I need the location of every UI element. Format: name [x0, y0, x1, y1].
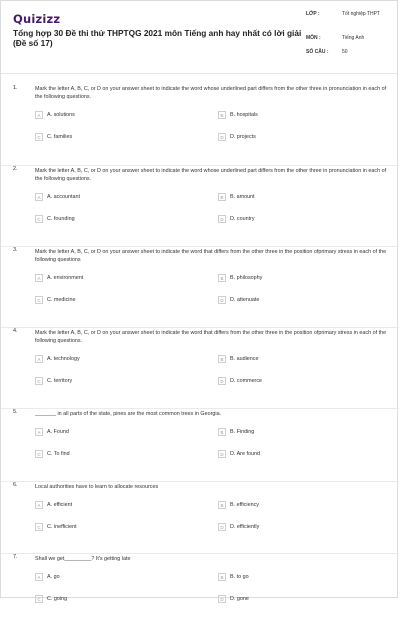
answer-options — [35, 354, 387, 398]
option-text: D. efficiently — [230, 524, 260, 530]
option-text: C. founding — [47, 216, 75, 222]
option-b[interactable] — [218, 500, 259, 510]
question-text: Mark the letter A, B, C, or D on your answer sheet to indicate the word that differs from the other three in the position ofprimary stress in each of the following questions. — [35, 330, 387, 344]
worksheet-title: Tổng hợp 30 Đề thi thử THPTQG 2021 môn Tiếng anh hay nhất có lời giải (Đề số 17) — [13, 28, 302, 48]
option-text: C. going — [47, 596, 68, 602]
option-letter-box: B — [218, 355, 226, 363]
option-b[interactable] — [218, 572, 249, 582]
option-a[interactable] — [35, 110, 75, 120]
question-text: Mark the letter A, B, C, or D on your answer sheet to indicate the word that differs from the other three in the position ofprimary stress in each of the following questions — [35, 249, 387, 263]
option-a[interactable] — [35, 354, 80, 364]
option-letter-box: C — [35, 523, 43, 531]
option-b[interactable] — [218, 273, 262, 283]
option-letter-box: B — [218, 274, 226, 282]
question-number: 3. — [13, 247, 18, 253]
option-b[interactable] — [218, 427, 254, 437]
option-c[interactable] — [35, 376, 72, 386]
question-text: _______ in all parts of the state, pines are the most common trees in Georgia. — [35, 411, 222, 417]
option-a[interactable] — [35, 572, 60, 582]
option-text: C. inefficient — [47, 524, 77, 530]
question-list — [1, 85, 399, 617]
question-7 — [1, 554, 399, 617]
question-4 — [1, 328, 399, 408]
option-text: A. accountant — [47, 194, 80, 200]
option-letter-box: A — [35, 501, 43, 509]
option-letter-box: A — [35, 428, 43, 436]
option-text: D. projects — [230, 134, 256, 140]
question-2 — [1, 166, 399, 246]
meta-label: MÔN : — [306, 35, 321, 41]
question-text: Mark the letter A, B, C, or D on your answer sheet to indicate the word whose underlined part differs from the other three in pronunciation in each of the following questions. — [35, 168, 387, 182]
option-c[interactable] — [35, 295, 75, 305]
option-text: B. amount — [230, 194, 255, 200]
question-3 — [1, 247, 399, 327]
option-text: D. attenuate — [230, 297, 260, 303]
question-text: Local authorities have to learn to allocate resources — [35, 484, 159, 490]
option-letter-box: B — [218, 501, 226, 509]
option-text: B. to go — [230, 574, 249, 580]
option-text: B. hospitals — [230, 112, 258, 118]
question-number: 6. — [13, 482, 18, 488]
option-b[interactable] — [218, 110, 258, 120]
option-text: B. efficiency — [230, 502, 259, 508]
option-letter-box: A — [35, 274, 43, 282]
option-text: A. solutions — [47, 112, 75, 118]
option-d[interactable] — [218, 376, 262, 386]
question-text: Shall we get_________? It's getting late — [35, 556, 131, 562]
quizizz-logo: Quizizz — [13, 12, 61, 26]
option-text: C. To find — [47, 451, 70, 457]
answer-options — [35, 273, 387, 317]
option-letter-box: B — [218, 111, 226, 119]
option-a[interactable] — [35, 427, 69, 437]
option-c[interactable] — [35, 594, 67, 604]
option-a[interactable] — [35, 500, 72, 510]
question-number: 4. — [13, 328, 18, 334]
option-text: D. gone — [230, 596, 249, 602]
option-letter-box: A — [35, 573, 43, 581]
option-letter-box: A — [35, 193, 43, 201]
meta-value: 50 — [342, 49, 348, 55]
option-letter-box: C — [35, 133, 43, 141]
option-a[interactable] — [35, 192, 80, 202]
option-text: C. medicine — [47, 297, 76, 303]
option-d[interactable] — [218, 449, 260, 459]
option-letter-box: B — [218, 193, 226, 201]
answer-options — [35, 500, 387, 544]
option-letter-box: D — [218, 377, 226, 385]
question-1 — [1, 85, 399, 165]
option-letter-box: C — [35, 450, 43, 458]
option-d[interactable] — [218, 295, 259, 305]
option-letter-box: C — [35, 215, 43, 223]
option-letter-box: B — [218, 573, 226, 581]
option-a[interactable] — [35, 273, 83, 283]
option-letter-box: D — [218, 296, 226, 304]
option-letter-box: A — [35, 111, 43, 119]
option-text: B. philosophy — [230, 275, 263, 281]
option-letter-box: C — [35, 595, 43, 603]
meta-row-question-count — [306, 49, 396, 63]
question-5 — [1, 409, 399, 481]
answer-options — [35, 110, 387, 154]
option-d[interactable] — [218, 132, 256, 142]
option-text: A. go — [47, 574, 60, 580]
question-6 — [1, 482, 399, 553]
option-b[interactable] — [218, 192, 255, 202]
option-text: B. audience — [230, 356, 259, 362]
worksheet-header — [1, 1, 397, 74]
meta-value: Tiếng Anh — [342, 35, 365, 41]
option-letter-box: A — [35, 355, 43, 363]
meta-label: SỐ CÂU : — [306, 49, 329, 55]
option-text: A. environment — [47, 275, 84, 281]
meta-row-grade — [306, 11, 396, 35]
option-c[interactable] — [35, 522, 77, 532]
option-d[interactable] — [218, 214, 255, 224]
question-text: Mark the letter A, B, C, or D on your answer sheet to indicate the word whose underlined part differs from the other three in pronunciation in each of the following questions. — [35, 86, 387, 100]
option-d[interactable] — [218, 522, 259, 532]
answer-options — [35, 572, 387, 616]
answer-options — [35, 427, 387, 471]
option-text: A. technology — [47, 356, 80, 362]
option-c[interactable] — [35, 132, 72, 142]
option-text: B. Finding — [230, 429, 255, 435]
answer-options — [35, 192, 387, 236]
option-letter-box: D — [218, 523, 226, 531]
option-text: D. country — [230, 216, 255, 222]
option-text: A. efficient — [47, 502, 73, 508]
option-text: C. territory — [47, 378, 73, 384]
option-text: D. Are found — [230, 451, 260, 457]
option-letter-box: B — [218, 428, 226, 436]
option-c[interactable] — [35, 449, 70, 459]
option-letter-box: D — [218, 133, 226, 141]
meta-value: Tốt nghiệp THPT — [342, 11, 380, 17]
option-letter-box: D — [218, 595, 226, 603]
question-number: 1. — [13, 85, 18, 91]
meta-label: LỚP : — [306, 11, 320, 17]
option-text: C. families — [47, 134, 73, 140]
option-text: A. Found — [47, 429, 69, 435]
option-d[interactable] — [218, 594, 249, 604]
option-c[interactable] — [35, 214, 75, 224]
question-number: 2. — [13, 166, 18, 172]
meta-row-subject — [306, 35, 396, 49]
question-number: 5. — [13, 409, 18, 415]
option-letter-box: C — [35, 296, 43, 304]
option-b[interactable] — [218, 354, 258, 364]
question-number: 7. — [13, 554, 18, 560]
option-letter-box: D — [218, 450, 226, 458]
option-letter-box: C — [35, 377, 43, 385]
option-text: D. commerce — [230, 378, 263, 384]
worksheet-meta — [306, 11, 396, 63]
option-letter-box: D — [218, 215, 226, 223]
